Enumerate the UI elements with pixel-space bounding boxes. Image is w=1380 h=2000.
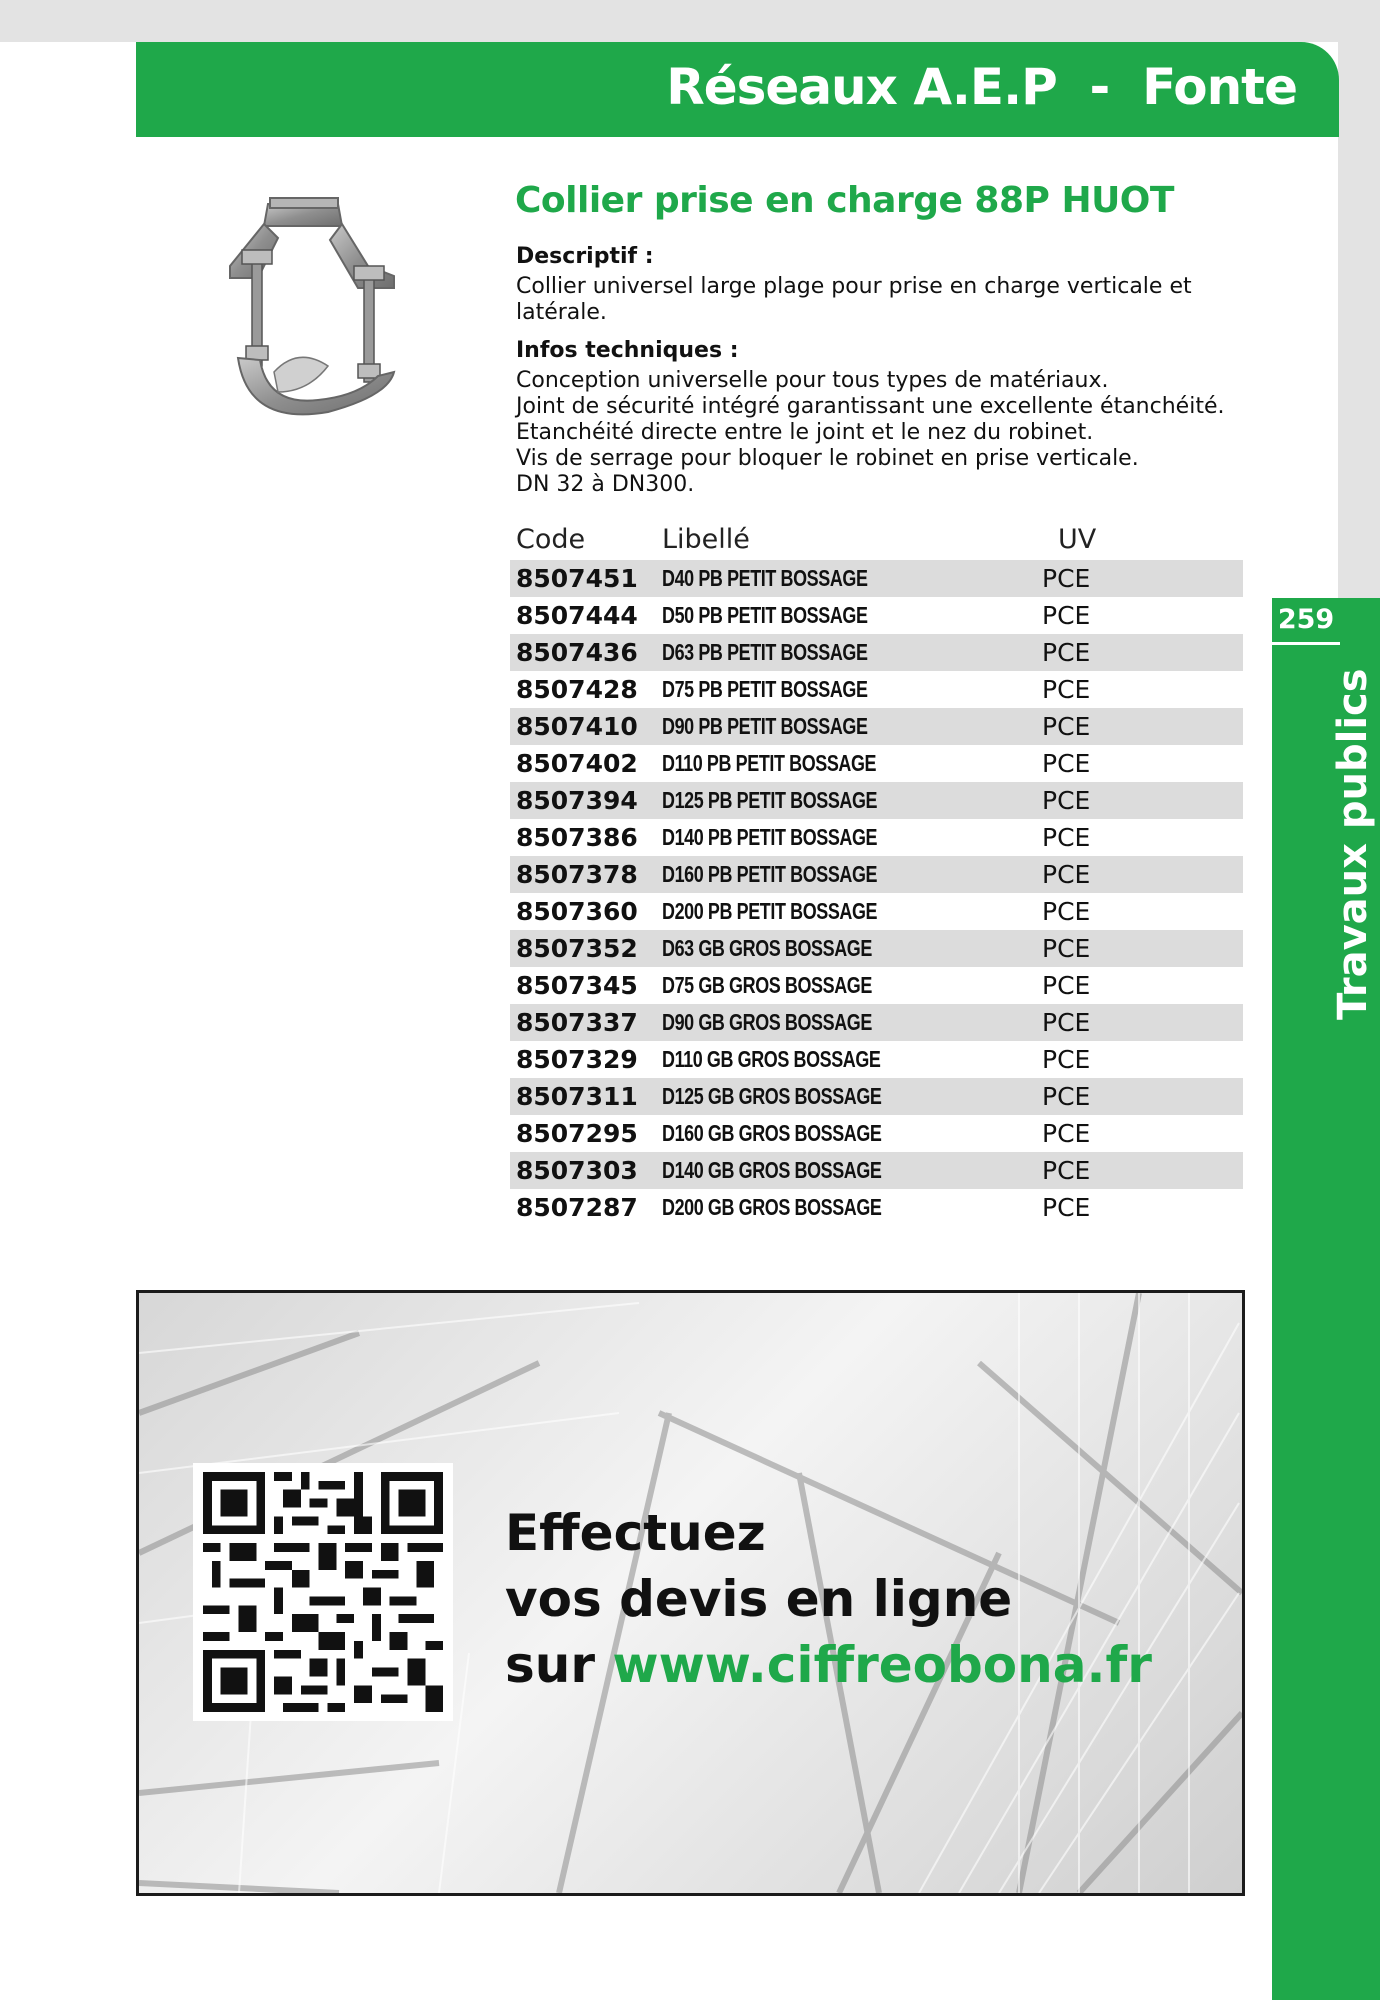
table-row: [510, 819, 1243, 856]
row-libelle: [662, 634, 1042, 671]
table-row: [510, 1189, 1243, 1226]
page-title: Réseaux A.E.P - Fonte: [666, 58, 1297, 116]
row-code: 8507451: [516, 564, 638, 593]
row-libelle: [662, 1115, 1042, 1152]
row-libelle-text: D200 GB GROS BOSSAGE: [662, 1194, 882, 1220]
row-libelle-text: D110 GB GROS BOSSAGE: [662, 1046, 881, 1072]
promo-prefix: sur: [505, 1636, 613, 1694]
row-libelle-text: D75 GB GROS BOSSAGE: [662, 972, 872, 998]
row-libelle: [662, 819, 1042, 856]
row-libelle-text: D160 GB GROS BOSSAGE: [662, 1120, 882, 1146]
descriptif-label: Descriptif :: [516, 244, 654, 269]
row-code: 8507436: [516, 638, 638, 667]
table-row: [510, 671, 1243, 708]
row-libelle-text: D63 PB PETIT BOSSAGE: [662, 639, 868, 665]
row-libelle: [662, 560, 1042, 597]
row-libelle: [662, 1078, 1042, 1115]
row-libelle-text: D50 PB PETIT BOSSAGE: [662, 602, 868, 628]
row-libelle: [662, 708, 1042, 745]
table-row: [510, 1152, 1243, 1189]
section-label: Travaux publics: [1330, 668, 1376, 1020]
row-libelle-text: D110 PB PETIT BOSSAGE: [662, 750, 877, 776]
row-uv: PCE: [1042, 601, 1091, 630]
promo-banner[interactable]: [136, 1290, 1245, 1896]
product-title: Collier prise en charge 88P HUOT: [515, 180, 1174, 221]
row-uv: PCE: [1042, 971, 1091, 1000]
row-uv: PCE: [1042, 1045, 1091, 1074]
row-code: 8507386: [516, 823, 638, 852]
row-libelle: [662, 1041, 1042, 1078]
row-libelle-text: D160 PB PETIT BOSSAGE: [662, 861, 878, 887]
row-code: 8507311: [516, 1082, 638, 1111]
table-row: [510, 856, 1243, 893]
row-uv: PCE: [1042, 1119, 1091, 1148]
row-code: 8507360: [516, 897, 638, 926]
row-libelle-text: D140 PB PETIT BOSSAGE: [662, 824, 878, 850]
row-uv: PCE: [1042, 1082, 1091, 1111]
promo-line-2: vos devis en ligne: [505, 1570, 1013, 1628]
table-row: [510, 893, 1243, 930]
row-code: 8507337: [516, 1008, 638, 1037]
infos-label: Infos techniques :: [516, 338, 739, 363]
row-code: 8507410: [516, 712, 638, 741]
row-libelle-text: D125 PB PETIT BOSSAGE: [662, 787, 878, 813]
row-code: 8507402: [516, 749, 638, 778]
row-uv: PCE: [1042, 564, 1091, 593]
infos-line: Vis de serrage pour bloquer le robinet en prise verticale.: [516, 446, 1139, 471]
row-libelle-text: D125 GB GROS BOSSAGE: [662, 1083, 882, 1109]
tab-divider: [1272, 642, 1340, 645]
promo-line-1: Effectuez: [505, 1504, 766, 1562]
row-libelle-text: D75 PB PETIT BOSSAGE: [662, 676, 868, 702]
table-row: [510, 597, 1243, 634]
row-uv: PCE: [1042, 638, 1091, 667]
row-uv: PCE: [1042, 897, 1091, 926]
row-uv: PCE: [1042, 1156, 1091, 1185]
row-uv: PCE: [1042, 934, 1091, 963]
page-number: 259: [1277, 604, 1335, 635]
row-libelle: [662, 967, 1042, 1004]
infos-line: Etanchéité directe entre le joint et le nez du robinet.: [516, 420, 1094, 445]
table-row: [510, 708, 1243, 745]
row-libelle: [662, 1152, 1042, 1189]
right-margin-strip: [1338, 42, 1380, 602]
row-libelle: [662, 671, 1042, 708]
table-row: [510, 782, 1243, 819]
row-code: 8507444: [516, 601, 638, 630]
descriptif-text: [516, 274, 1192, 326]
infos-text: [516, 368, 1224, 498]
row-uv: PCE: [1042, 823, 1091, 852]
row-libelle-text: D40 PB PETIT BOSSAGE: [662, 565, 868, 591]
infos-line: Joint de sécurité intégré garantissant une excellente étanchéité.: [516, 394, 1225, 419]
row-code: 8507345: [516, 971, 638, 1000]
row-code: 8507303: [516, 1156, 638, 1185]
row-libelle-text: D90 PB PETIT BOSSAGE: [662, 713, 868, 739]
pipe-saddle-clamp-icon: [218, 196, 406, 426]
row-uv: PCE: [1042, 1193, 1091, 1222]
table-row: [510, 1078, 1243, 1115]
table-row: [510, 745, 1243, 782]
table-row: [510, 1115, 1243, 1152]
row-libelle: [662, 1004, 1042, 1041]
infos-line: Conception universelle pour tous types de matériaux.: [516, 368, 1109, 393]
table-row: [510, 1004, 1243, 1041]
row-code: 8507329: [516, 1045, 638, 1074]
descriptif-line: latérale.: [516, 300, 607, 325]
promo-line-3: [505, 1632, 1152, 1698]
row-libelle-text: D90 GB GROS BOSSAGE: [662, 1009, 872, 1035]
row-libelle: [662, 930, 1042, 967]
column-header-uv: UV: [1058, 524, 1097, 555]
row-code: 8507287: [516, 1193, 638, 1222]
row-libelle: [662, 782, 1042, 819]
row-uv: PCE: [1042, 712, 1091, 741]
row-libelle-text: D63 GB GROS BOSSAGE: [662, 935, 872, 961]
qr-code-icon[interactable]: [193, 1463, 453, 1721]
promo-text: [505, 1500, 1152, 1698]
row-libelle-text: D200 PB PETIT BOSSAGE: [662, 898, 878, 924]
row-uv: PCE: [1042, 749, 1091, 778]
row-code: 8507352: [516, 934, 638, 963]
row-libelle: [662, 856, 1042, 893]
website-link[interactable]: www.ciffreobona.fr: [612, 1636, 1152, 1694]
row-libelle: [662, 597, 1042, 634]
row-code: 8507394: [516, 786, 638, 815]
row-uv: PCE: [1042, 1008, 1091, 1037]
row-libelle-text: D140 GB GROS BOSSAGE: [662, 1157, 882, 1183]
table-row: [510, 967, 1243, 1004]
top-strip: [0, 0, 1380, 42]
row-code: 8507428: [516, 675, 638, 704]
table-row: [510, 560, 1243, 597]
table-row: [510, 930, 1243, 967]
infos-line: DN 32 à DN300.: [516, 472, 695, 497]
table-row: [510, 1041, 1243, 1078]
table-row: [510, 634, 1243, 671]
row-code: 8507378: [516, 860, 638, 889]
row-libelle: [662, 893, 1042, 930]
column-header-libelle: Libellé: [662, 524, 750, 555]
row-libelle: [662, 1189, 1042, 1226]
row-uv: PCE: [1042, 675, 1091, 704]
row-uv: PCE: [1042, 786, 1091, 815]
row-libelle: [662, 745, 1042, 782]
product-table: [510, 560, 1243, 1226]
column-header-code: Code: [516, 524, 586, 555]
row-uv: PCE: [1042, 860, 1091, 889]
row-code: 8507295: [516, 1119, 638, 1148]
header-bar: [136, 42, 1339, 137]
descriptif-line: Collier universel large plage pour prise en charge verticale et: [516, 274, 1192, 299]
